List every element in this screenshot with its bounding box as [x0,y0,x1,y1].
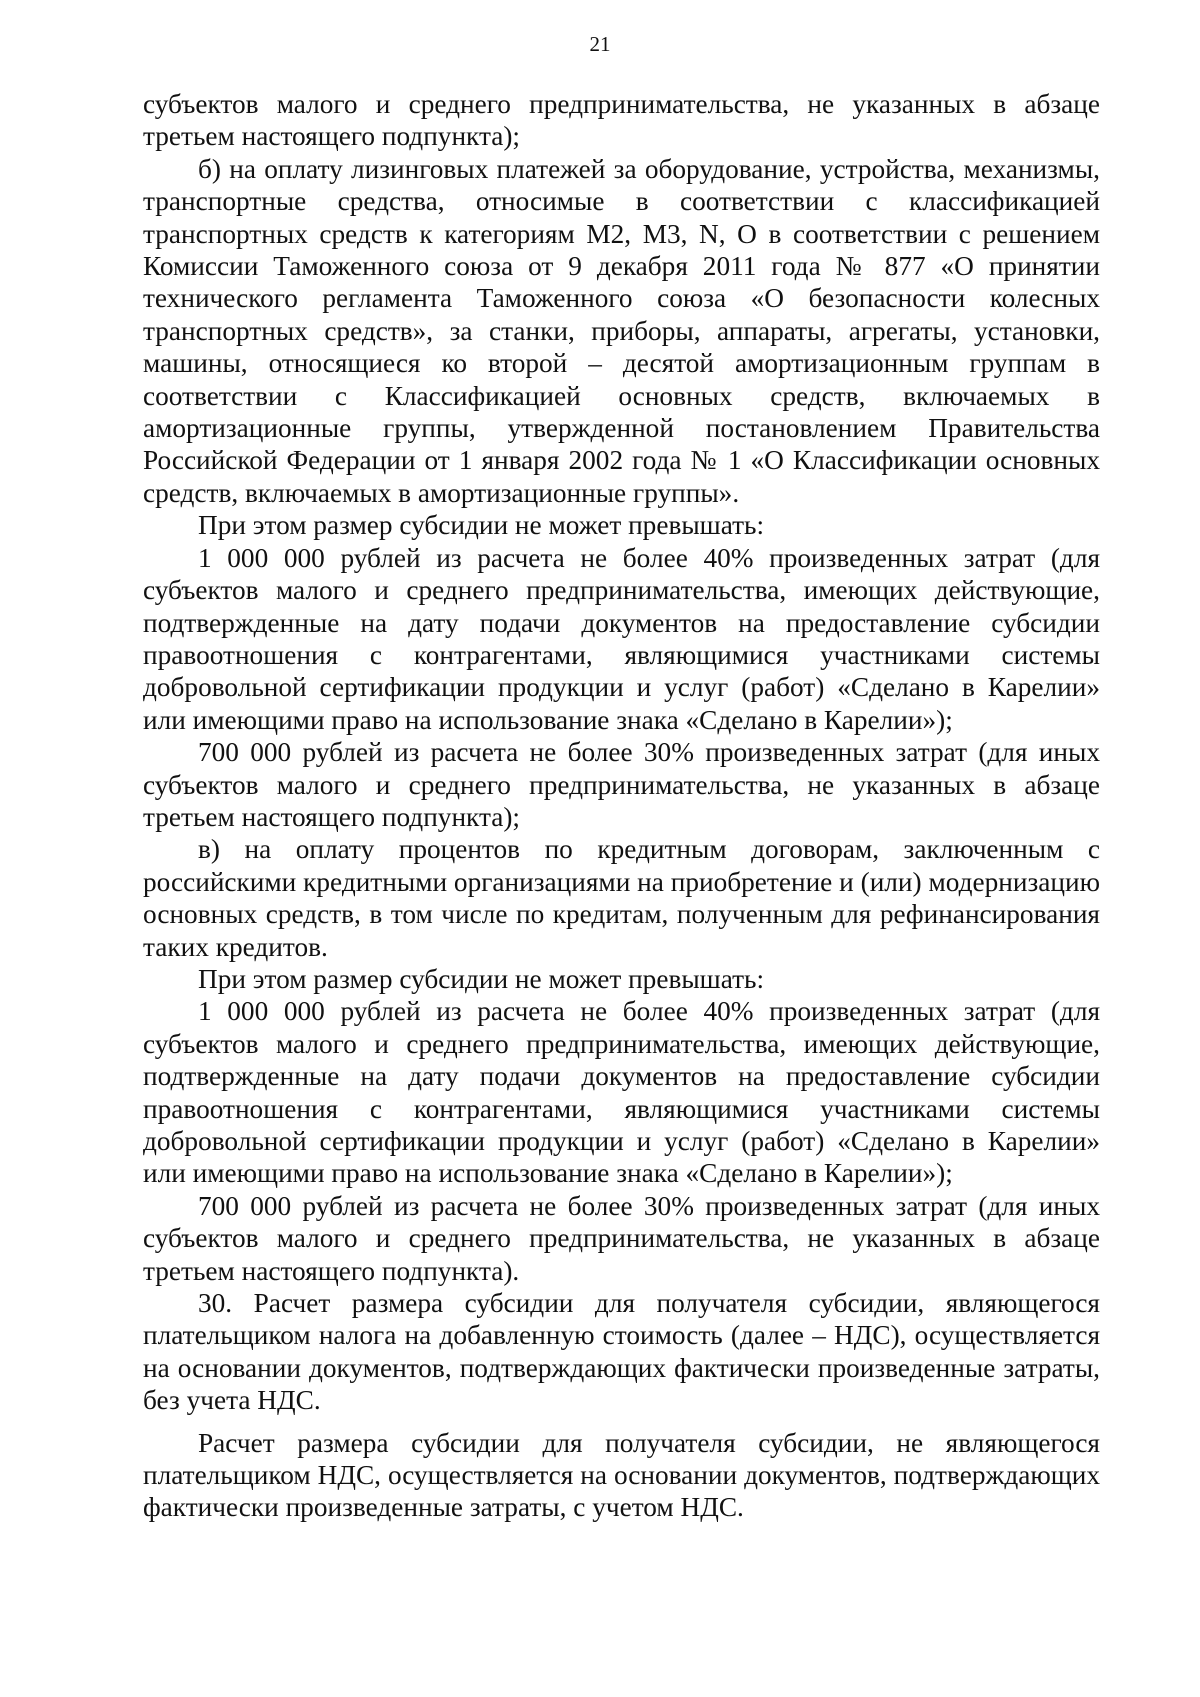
paragraph-5: 700 000 рублей из расчета не более 30% произведенных затрат (для иных субъектов малого и среднего предпринимательства, не указанных в абзаце третьем настоящего подпункта); [143,737,1100,832]
paragraph-9: 700 000 рублей из расчета не более 30% произведенных затрат (для иных субъектов малого и среднего предпринимательства, не указанных в абзаце третьем настоящего подпункта). [143,1190,1100,1286]
page-number: 21 [589,32,611,56]
paragraph-10: 30. Расчет размера субсидии для получателя субсидии, являющегося плательщиком налога на добавленную стоимость (далее – НДС), осуществляется на основании документов, подтверждающих фактически произведенные затраты, без учета НДС. [143,1288,1100,1416]
paragraph-6: в) на оплату процентов по кредитным договорам, заключенным с российскими кредитными организациями на приобретение и (или) модернизацию основных средств, в том числе по кредитам, полученным для рефинансирования таких кредитов. [143,834,1100,962]
paragraph-3: При этом размер субсидии не может превышать: [198,510,765,541]
paragraph-1: субъектов малого и среднего предпринимательства, не указанных в абзаце третьем настоящего подпункта); [143,89,1100,152]
paragraph-8: 1 000 000 рублей из расчета не более 40% произведенных затрат (для субъектов малого и среднего предпринимательства, имеющих действующие, подтвержденные на дату подачи документов на предоставление субсидии правоотношения с контрагентами, являющимися участниками системы добровольной сертификации продукции и услуг (работ) «Сделано в Карелии» или имеющими право на использование знака «Сделано в Карелии»); [143,996,1100,1189]
paragraph-11: Расчет размера субсидии для получателя субсидии, не являющегося плательщиком НДС, осуществляется на основании документов, подтверждающих фактически произведенные затраты, с учетом НДС. [143,1427,1100,1523]
paragraph-7: При этом размер субсидии не может превышать: [198,963,765,994]
paragraph-4: 1 000 000 рублей из расчета не более 40% произведенных затрат (для субъектов малого и среднего предпринимательства, имеющих действующие, подтвержденные на дату подачи документов на предоставление субсидии правоотношения с контрагентами, являющимися участниками системы добровольной сертификации продукции и услуг (работ) «Сделано в Карелии» или имеющими право на использование знака «Сделано в Карелии»); [143,542,1100,735]
paragraph-2: б) на оплату лизинговых платежей за оборудование, устройства, механизмы, транспортные средства, относимые в соответствии с классификацией транспортных средств к категориям M2, M3, N, O в соответствии с решением Комиссии Таможенного союза от 9 декабря 2011 года № 877 «О принятии технического регламента Таможенного союза «О безопасности колесных транспортных средств», за станки, приборы, аппараты, агрегаты, установки, машины, относящиеся ко второй – десятой амортизационным группам в соответствии с Классификацией основных средств, включаемых в амортизационные группы, утвержденной постановлением Правительства Российской Федерации от 1 января 2002 года № 1 «О Классификации основных средств, включаемых в амортизационные группы». [143,153,1100,508]
document-body [143,88,1100,1524]
